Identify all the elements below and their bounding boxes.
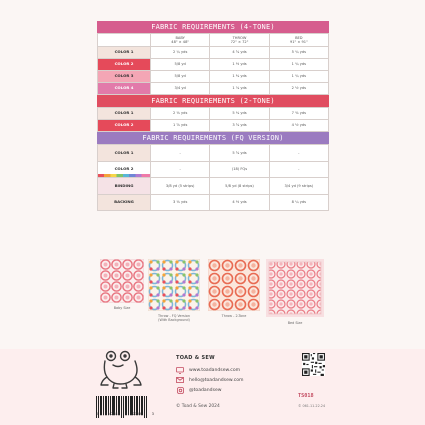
- cell: 2 ¼ yds: [151, 47, 210, 59]
- quilt-2tone-image: [208, 259, 260, 311]
- mail-icon: [176, 377, 184, 384]
- pattern-code: TS018: [298, 393, 314, 399]
- barcode-digits: 6 42481 12739 3: [96, 412, 154, 416]
- quilt-baby-image: [100, 259, 144, 303]
- cell: 8 ¼ yds: [269, 194, 328, 211]
- cell: 5 ⅛ yds: [210, 108, 269, 120]
- row-label: BACKING: [98, 194, 151, 211]
- toad-logo-icon: [98, 347, 144, 391]
- tone4-header-row: [98, 34, 329, 47]
- caption-bed: Bed Size: [287, 321, 303, 325]
- website-link[interactable]: www.toadandsew.com: [189, 367, 241, 373]
- brand-name: TOAD & SEW: [176, 355, 215, 361]
- website-row: [176, 367, 240, 374]
- caption-fq: Throw - FQ Version (With Background): [158, 314, 190, 323]
- row-label: COLOR 1: [98, 145, 151, 162]
- cell: -: [151, 145, 210, 162]
- cell: -: [269, 145, 328, 162]
- col-header-throw: THROW 72" × 72": [210, 34, 269, 47]
- corner-cell: [98, 34, 151, 47]
- row-label: COLOR 2: [98, 120, 151, 132]
- row-label: COLOR 3: [98, 71, 151, 83]
- copyright: © Toad & Sew 2024: [176, 404, 220, 409]
- quilt-thumbnails: [100, 256, 326, 336]
- cell: 7 ⅜ yds: [269, 108, 328, 120]
- row-label: COLOR 2: [98, 59, 151, 71]
- cell: 1 ¾ yds: [269, 59, 328, 71]
- fq-table: [97, 144, 329, 211]
- cell: (18) FQs: [210, 161, 269, 178]
- tone4-title: FABRIC REQUIREMENTS (4-TONE): [97, 21, 329, 33]
- row-label-multicolor: COLOR 2: [98, 161, 151, 178]
- cell: 5/8 yd (8 strips): [210, 178, 269, 195]
- monitor-icon: [176, 367, 184, 374]
- table-row: [98, 120, 329, 132]
- cell: 3 ⅝ yds: [210, 120, 269, 132]
- table-row: [98, 161, 329, 178]
- cell: 5/8 yd: [151, 59, 210, 71]
- email-link[interactable]: hello@toadandsew.com: [189, 377, 244, 383]
- cell: 4 ½ yds: [269, 120, 328, 132]
- row-label: COLOR 1: [98, 108, 151, 120]
- fq-color-strip: [98, 174, 150, 177]
- col-header-baby: BABY 48" × 48": [151, 34, 210, 47]
- cell: 5 ⅝ yds: [210, 145, 269, 162]
- cell: 3/4 yd (9 strips): [269, 178, 328, 195]
- email-row: [176, 377, 244, 384]
- caption-2tone: Throw - 2-Tone: [221, 314, 247, 318]
- table-row: [98, 145, 329, 162]
- cell: 5/8 yd: [151, 71, 210, 83]
- pattern-date: © 061.11.22.24: [298, 404, 326, 408]
- cell: 3 ⅛ yds: [151, 194, 210, 211]
- row-label: COLOR 1: [98, 47, 151, 59]
- table-row: [98, 47, 329, 59]
- fabric-requirements: [97, 21, 329, 211]
- quilt-fq-image: [148, 259, 200, 311]
- cell: 3/8 yd (5 strips): [151, 178, 210, 195]
- quilt-bed-image: [266, 259, 324, 317]
- tone2-table: [97, 107, 329, 132]
- qr-code-image: [302, 353, 325, 376]
- cell: -: [151, 161, 210, 178]
- tone2-title: FABRIC REQUIREMENTS (2-TONE): [97, 95, 329, 107]
- cell: 1 ⅞ yds: [210, 83, 269, 95]
- tone4-table: [97, 33, 329, 95]
- instagram-row: [176, 387, 222, 394]
- cell: 1 ⅜ yds: [210, 71, 269, 83]
- footer: [0, 349, 425, 425]
- table-row: [98, 83, 329, 95]
- instagram-handle[interactable]: @toadandsew: [189, 387, 222, 393]
- row-label: COLOR 4: [98, 83, 151, 95]
- col-header-bed: BED 91" × 91": [269, 34, 328, 47]
- table-row: [98, 71, 329, 83]
- table-row: [98, 108, 329, 120]
- cell: 2 ⅛ yds: [151, 108, 210, 120]
- fq-title: FABRIC REQUIREMENTS (FQ VERSION): [97, 132, 329, 144]
- cell: 3/4 yd: [151, 83, 210, 95]
- table-row: [98, 194, 329, 211]
- caption-baby: Baby Size: [113, 306, 131, 310]
- cell: 2 ½ yds: [269, 83, 328, 95]
- cell: 1 ¾ yds: [269, 71, 328, 83]
- cell: 4 ½ yds: [210, 194, 269, 211]
- cell: -: [269, 161, 328, 178]
- table-row: [98, 59, 329, 71]
- cell: 1 ½ yds: [210, 59, 269, 71]
- cell: 1 ⅝ yds: [151, 120, 210, 132]
- cell: 4 ⅝ yds: [210, 47, 269, 59]
- cell: 5 ¾ yds: [269, 47, 328, 59]
- table-row: [98, 178, 329, 195]
- row-label: BINDING: [98, 178, 151, 195]
- instagram-icon: [176, 387, 184, 394]
